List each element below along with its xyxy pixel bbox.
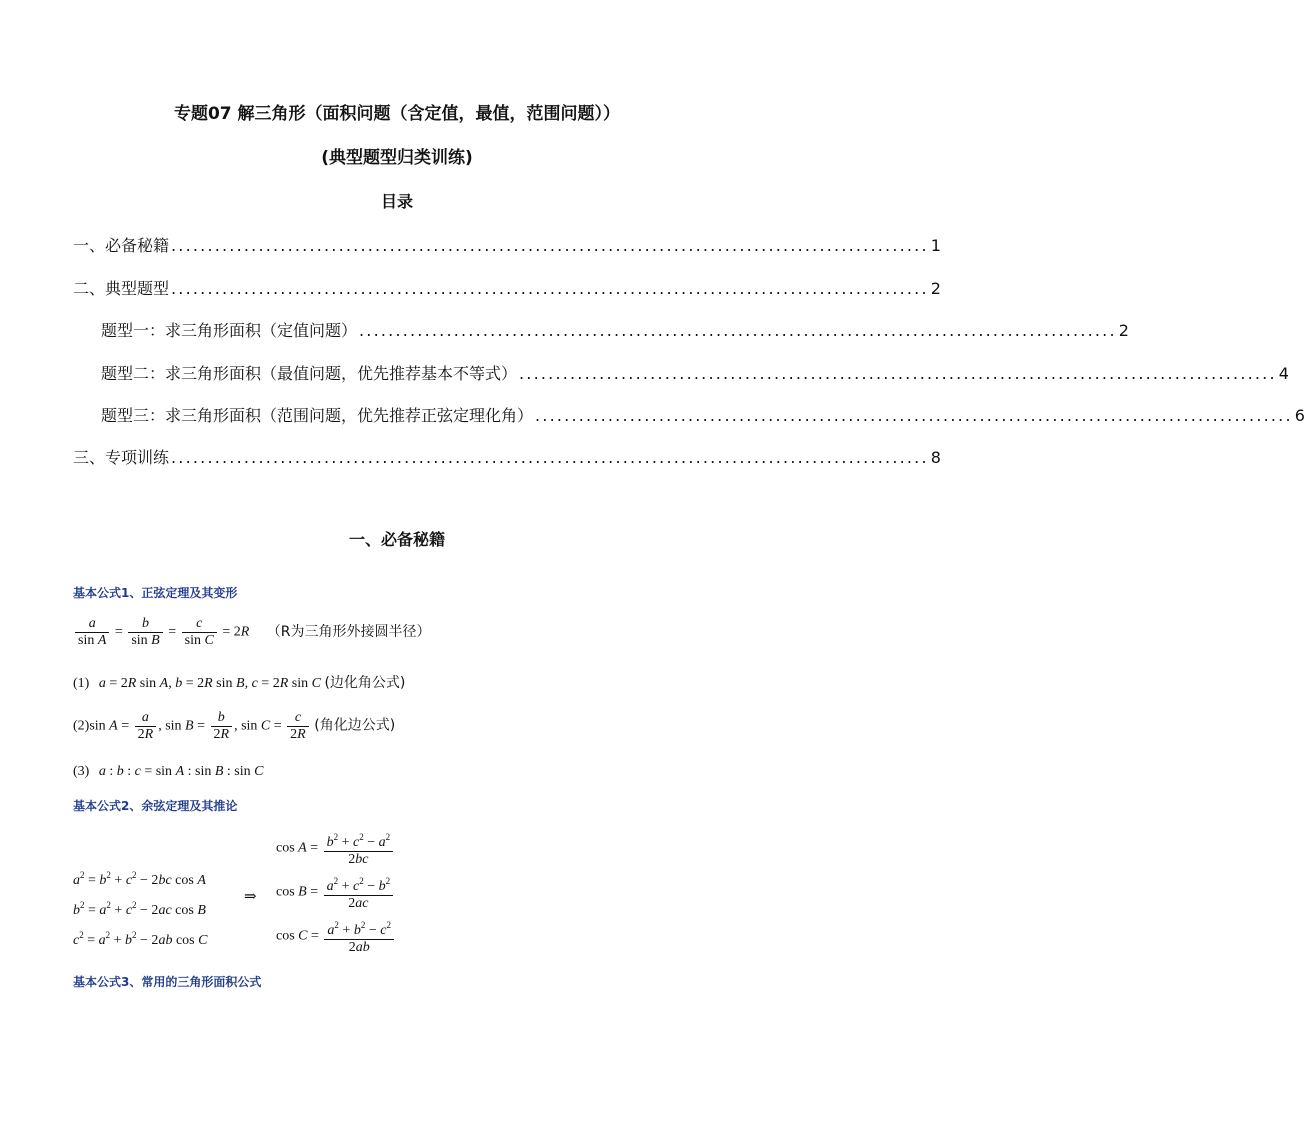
formula3-heading: 基本公式3、常用的三角形面积公式 bbox=[73, 975, 262, 989]
document-subtitle: (典型题型归类训练) bbox=[321, 148, 473, 168]
cosine-corollaries: cos A = $\frac{b^2 + c^2 - a^2}{2bc}$ cos B = $\frac{a^2 + c^2 - b^2}{2ac}$ cos C = $\frac{a^2 + b^2 - c^2}{2ab}$ bbox=[276, 829, 396, 961]
toc-item-type1[interactable]: 题型一：求三角形面积（定值问题） ........................................................................................................ 2 bbox=[101, 321, 1129, 340]
cosine-law-formulas: $a^2 = b^2 + c^2 - 2bc$ cos A $b^2 = a^2 + c^2 - 2ac$ cos B $c^2 = a^2 + b^2 - 2ab$ cos C bbox=[73, 870, 208, 948]
radius-note: （R为三角形外接圆半径） bbox=[266, 623, 431, 640]
toc-item-section2[interactable]: 二、典型题型 ........................................................................................................ 2 bbox=[73, 279, 941, 298]
toc-leader: ........................................................................................................ bbox=[359, 321, 1117, 340]
toc-leader: ........................................................................................................ bbox=[171, 448, 929, 467]
toc-leader: ........................................................................................................ bbox=[535, 406, 1293, 425]
formula2-heading: 基本公式2、余弦定理及其推论 bbox=[73, 799, 238, 813]
toc-item-type3[interactable]: 题型三：求三角形面积（范围问题，优先推荐正弦定理化角） ........................................................................................................ 6 bbox=[101, 406, 1305, 425]
sine-law-formula: $\frac{a}{\text{sin A}}$ = $\frac{b}{\text{sin B}}$ = $\frac{c}{\text{sin C}}$ = 2R （R为三角形外接圆半径） bbox=[73, 616, 431, 649]
toc-leader: ........................................................................................................ bbox=[519, 364, 1277, 383]
toc-leader: ........................................................................................................ bbox=[171, 279, 929, 298]
section-heading: 一、必备秘籍 bbox=[348, 530, 445, 549]
toc-item-type2[interactable]: 题型二：求三角形面积（最值问题，优先推荐基本不等式） ........................................................................................................ 4 bbox=[101, 364, 1289, 383]
implies-arrow: ⇒ bbox=[244, 889, 257, 905]
document-title: 专题07 解三角形（面积问题（含定值，最值，范围问题）） bbox=[173, 104, 621, 124]
ratio-formula: (3) a : b : c = sin A : sin B : sin C bbox=[73, 764, 264, 779]
edge-to-angle-formula: (1) a = 2R sin A, b = 2R sin B, c = 2R sin C (边化角公式) bbox=[73, 675, 406, 691]
toc-item-section3[interactable]: 三、专项训练 ........................................................................................................ 8 bbox=[73, 448, 941, 467]
angle-to-edge-formula: (2)sin A = $\frac{a}{2R}$ , sin B = $\frac{b}{2R}$ , sin C = $\frac{c}{2R}$ (角化边公式) bbox=[73, 710, 396, 742]
toc-heading: 目录 bbox=[380, 192, 413, 211]
toc-leader: ........................................................................................................ bbox=[171, 236, 929, 255]
toc-item-section1[interactable]: 一、必备秘籍 ........................................................................................................ 1 bbox=[73, 236, 941, 255]
formula1-heading: 基本公式1、正弦定理及其变形 bbox=[73, 586, 238, 600]
